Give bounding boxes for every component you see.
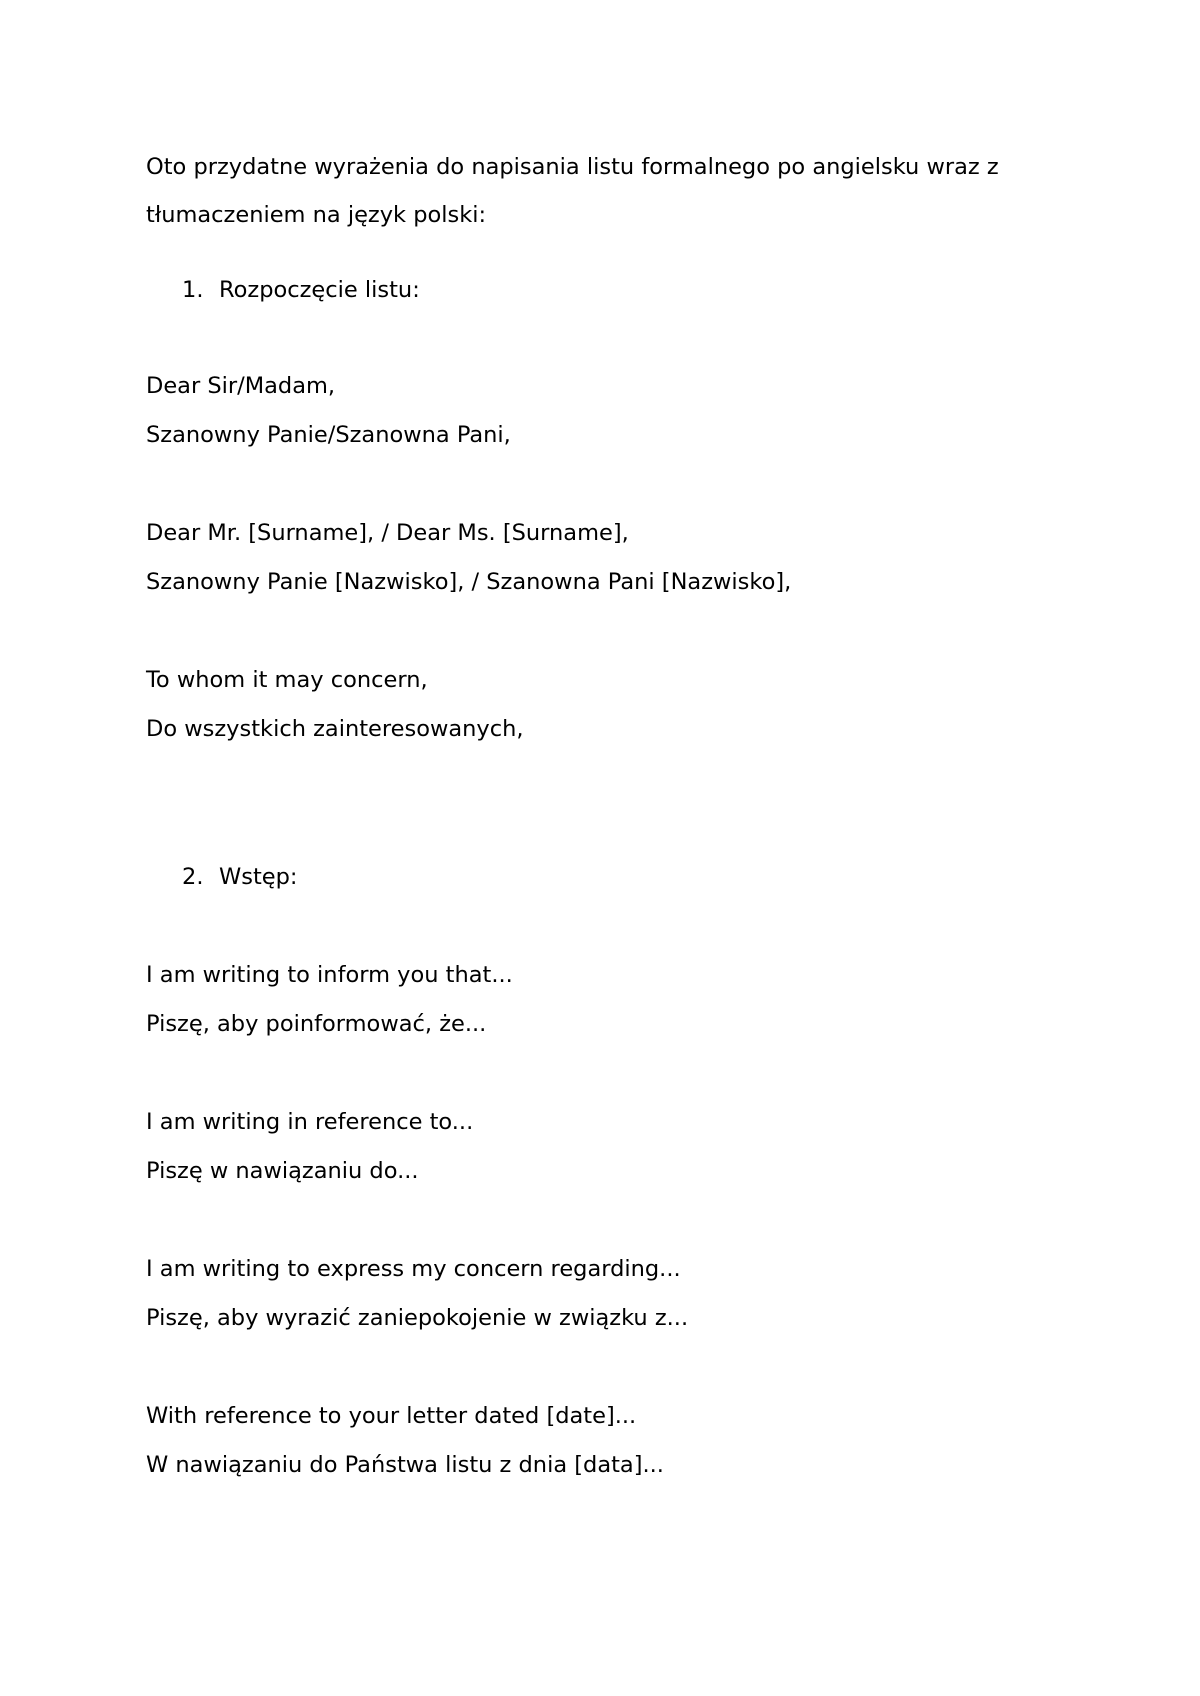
section-title: Wstęp: (219, 864, 298, 890)
phrase-polish: Piszę, aby wyrazić zaniepokojenie w związku z... (146, 1305, 689, 1331)
phrase-english: I am writing to express my concern regarding... (146, 1256, 681, 1282)
phrase-polish: Do wszystkich zainteresowanych, (146, 716, 524, 742)
section-heading-introduction (182, 862, 298, 892)
phrase-polish: W nawiązaniu do Państwa listu z dnia [data]... (146, 1452, 664, 1478)
phrase-polish: Piszę, aby poinformować, że... (146, 1011, 487, 1037)
phrase-polish: Szanowny Panie/Szanowna Pani, (146, 422, 511, 448)
phrase-english: Dear Sir/Madam, (146, 373, 336, 399)
phrase-english: To whom it may concern, (146, 667, 428, 693)
phrase-english: Dear Mr. [Surname], / Dear Ms. [Surname], (146, 520, 629, 546)
section-number: 2. (182, 864, 204, 890)
phrase-english: I am writing to inform you that... (146, 962, 513, 988)
phrase-english: I am writing in reference to... (146, 1109, 474, 1135)
phrase-polish: Piszę w nawiązaniu do... (146, 1158, 419, 1184)
phrase-english: With reference to your letter dated [date]... (146, 1403, 637, 1429)
phrase-polish: Szanowny Panie [Nazwisko], / Szanowna Pani [Nazwisko], (146, 569, 792, 595)
intro-paragraph: Oto przydatne wyrażenia do napisania listu formalnego po angielsku wraz z tłumaczeniem na język polski: (146, 154, 999, 228)
section-number: 1. (182, 277, 204, 303)
section-title: Rozpoczęcie listu: (219, 277, 420, 303)
section-heading-opening (182, 275, 420, 305)
